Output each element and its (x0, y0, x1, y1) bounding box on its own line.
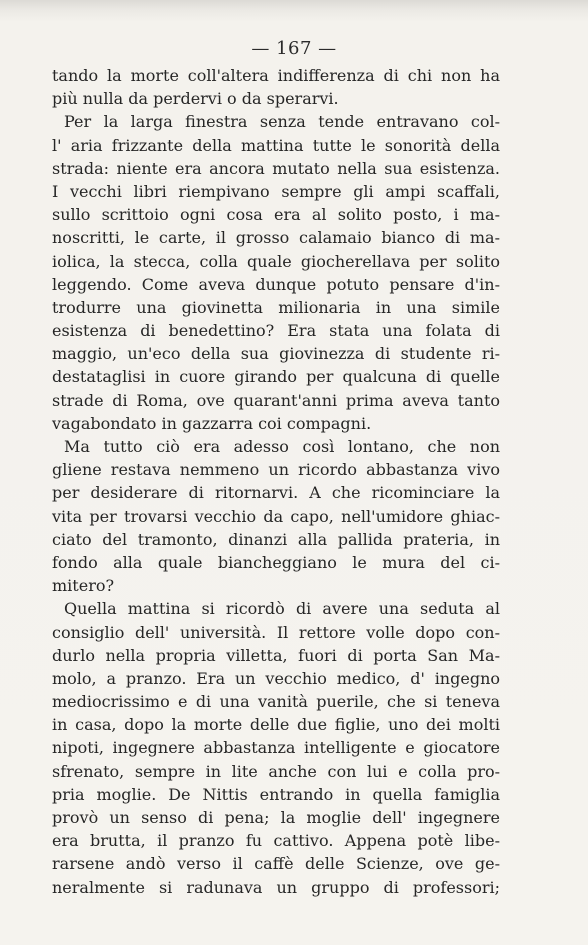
text-line: consiglio dell' università. Il rettore volle dopo con- (52, 622, 500, 642)
text-line: Per la larga finestra senza tende entravano col- (64, 112, 500, 132)
body-text (52, 64, 500, 899)
text-line: Ma tutto ciò era adesso così lontano, che non (64, 437, 500, 456)
text-line: l' aria frizzante della mattina tutte le sonorità della (52, 135, 500, 155)
text-line: era brutta, il pranzo fu cattivo. Appena potè libe- (52, 831, 500, 851)
text-line: vita per trovarsi vecchio da capo, nell'umidore ghiac- (52, 506, 500, 526)
text-line: iolica, la stecca, colla quale giocherellava per solito (52, 251, 500, 271)
text-line: molo, a pranzo. Era un vecchio medico, d' ingegno (52, 668, 500, 688)
text-line: maggio, un'eco della sua giovinezza di studente ri- (52, 344, 500, 364)
text-line: mediocrissimo e di una vanità puerile, che si teneva (52, 692, 500, 712)
text-line: destataglisi in cuore girando per qualcuna di quelle (52, 367, 500, 387)
text-line: noscritti, le carte, il grosso calamaio bianco di ma- (52, 228, 500, 248)
text-line: neralmente si radunava un gruppo di professori; (52, 877, 500, 897)
text-line: mitero? (52, 576, 115, 596)
text-line: Quella mattina si ricordò di avere una seduta al (64, 599, 500, 619)
text-line: pria moglie. De Nittis entrando in quella famiglia (52, 784, 500, 804)
text-line: fondo alla quale biancheggiano le mura del ci- (52, 552, 500, 572)
text-line: strade di Roma, ove quarant'anni prima aveva tanto (52, 390, 500, 410)
text-line: sfrenato, sempre in lite anche con lui e colla pro- (52, 761, 500, 781)
text-line: trodurre una giovinetta milionaria in una simile (52, 297, 500, 317)
text-line: I vecchi libri riempivano sempre gli ampi scaffali, (52, 181, 500, 201)
text-line: in casa, dopo la morte delle due figlie, uno dei molti (52, 715, 500, 735)
text-line: vagabondato in gazzarra coi compagni. (52, 413, 372, 433)
text-line: durlo nella propria villetta, fuori di porta San Ma- (52, 645, 500, 665)
text-line: esistenza di benedettino? Era stata una folata di (52, 321, 500, 341)
text-line: leggendo. Come aveva dunque potuto pensare d'in- (52, 274, 500, 294)
text-line: provò un senso di pena; la moglie dell' ingegnere (52, 808, 500, 827)
text-line: più nulla da perdervi o da sperarvi. (52, 89, 339, 109)
text-line: strada: niente era ancora mutato nella sua esistenza. (52, 158, 500, 178)
text-line: nipoti, ingegnere abbastanza intelligente e giocatore (52, 738, 500, 758)
text-line: tando la morte coll'altera indifferenza di chi non ha (52, 66, 500, 85)
text-line: per desiderare di ritornarvi. A che ricominciare la (52, 483, 500, 503)
text-line: gliene restava nemmeno un ricordo abbastanza vivo (52, 460, 500, 480)
text-line: rarsene andò verso il caffè delle Scienze, ove ge- (52, 854, 500, 874)
text-line: ciato del tramonto, dinanzi alla pallida prateria, in (52, 529, 500, 549)
page-number: — 167 — (251, 38, 337, 59)
text-line: sullo scrittoio ogni cosa era al solito posto, i ma- (52, 205, 500, 225)
